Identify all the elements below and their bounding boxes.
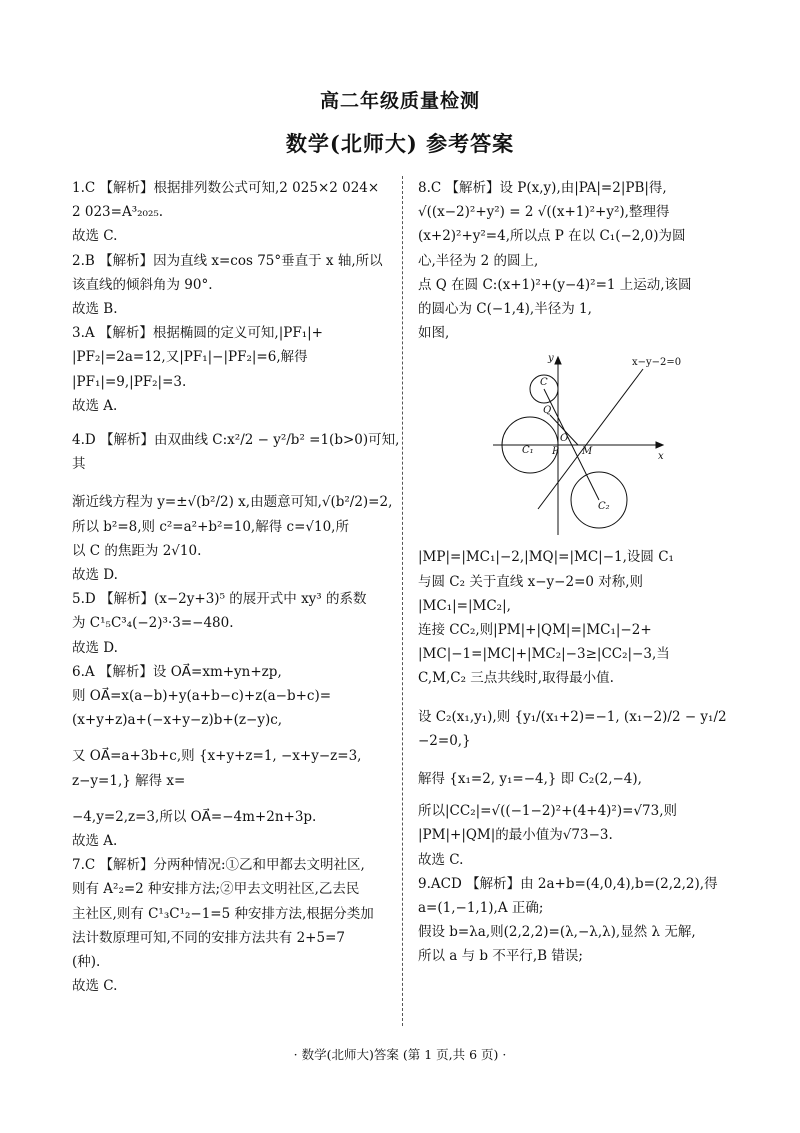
text-line: |MP|=|MC₁|−2,|MQ|=|MC|−1,设圆 C₁ — [418, 549, 674, 566]
line-label: x−y−2=0 — [632, 357, 682, 369]
x-axis-arrow — [656, 442, 663, 448]
text-line: 连接 CC₂,则|PM|+|QM|=|MC₁|−2+ — [418, 622, 652, 639]
label-c: C — [540, 377, 548, 389]
text-line: 为 C¹₅C³₄(−2)³·3=−480. — [72, 615, 234, 632]
page-footer: · 数学(北师大)答案 (第 1 页,共 6 页) · — [293, 1047, 507, 1062]
text-line: 以 C 的焦距为 2√10. — [72, 542, 202, 559]
text-line: (x+2)²+y²=4,所以点 P 在以 C₁(−2,0)为圆 — [418, 228, 686, 245]
label-p: P — [552, 446, 559, 458]
text-line: |PM|+|QM|的最小值为√73−3. — [418, 827, 613, 844]
text-line: 故选 C. — [72, 228, 118, 245]
text-line: 9.ACD 【解析】由 2a+b=(4,0,4),b=(2,2,2),得 — [418, 875, 718, 892]
text-line: 2 023=A³₂₀₂₅. — [72, 204, 164, 221]
y-axis-arrow — [555, 357, 561, 364]
text-line: 则有 A²₂=2 种安排方法;②甲去文明社区,乙去民 — [72, 881, 360, 898]
text-line: 如图, — [418, 325, 450, 342]
text-line: 所以 b²=8,则 c²=a²+b²=10,解得 c=√10,所 — [72, 518, 349, 535]
text-line: 2.B 【解析】因为直线 x=cos 75°垂直于 x 轴,所以 — [72, 252, 383, 269]
label-m: M — [582, 446, 593, 458]
text-line: 5.D 【解析】(x−2y+3)⁵ 的展开式中 xy³ 的系数 — [72, 591, 367, 608]
text-line: 该直线的倾斜角为 90°. — [72, 276, 213, 293]
text-line: 渐近线方程为 y=±√(b²/2) x,由题意可知,√(b²/2)=2, — [72, 494, 393, 511]
page-subtitle: 数学(北师大) 参考答案 — [285, 131, 515, 156]
text-line: 又 OA⃗=a+3b+c,则 {x+y+z=1, −x+y−z=3, z−y=1,} 解得 x= — [72, 748, 362, 789]
column-divider — [402, 176, 403, 1026]
text-line: 则 OA⃗=x(a−b)+y(a+b−c)+z(a−b+c)= — [72, 688, 332, 705]
text-line: 假设 b=λa,则(2,2,2)=(λ,−λ,λ),显然 λ 无解, — [418, 924, 696, 941]
text-line: (种). — [72, 954, 101, 971]
text-line: 3.A 【解析】根据椭圆的定义可知,|PF₁|+ — [72, 325, 323, 342]
geometry-diagram — [418, 349, 753, 539]
text-line: √((x−2)²+y²) = 2 √((x+1)²+y²),整理得 — [418, 204, 670, 221]
label-q: Q — [543, 405, 552, 417]
text-line: 7.C 【解析】分两种情况:①乙和甲都去文明社区, — [72, 857, 365, 874]
text-line: 故选 D. — [72, 639, 118, 656]
text-line: 故选 A. — [72, 833, 118, 850]
left-column — [72, 176, 407, 999]
text-line: |MC₁|=|MC₂|, — [418, 597, 511, 614]
text-line: 故选 B. — [72, 301, 118, 318]
text-line: 所以|CC₂|=√((−1−2)²+(4+4)²)=√73,则 — [418, 803, 677, 820]
label-o: O — [560, 433, 569, 445]
text-line: 故选 D. — [72, 567, 118, 584]
text-line: 所以 a 与 b 不平行,B 错误; — [418, 948, 583, 965]
label-y: y — [548, 353, 554, 365]
text-line: 与圆 C₂ 关于直线 x−y−2=0 对称,则 — [418, 573, 644, 590]
right-column — [418, 176, 753, 969]
text-line: 故选 A. — [72, 397, 118, 414]
symmetry-line — [538, 369, 643, 509]
text-line: 设 C₂(x₁,y₁),则 {y₁/(x₁+2)=−1, (x₁−2)/2 − y₁/2 −2=0,} — [418, 708, 727, 749]
text-line: 主社区,则有 C¹₃C¹₂−1=5 种安排方法,根据分类加 — [72, 905, 374, 922]
text-line: 点 Q 在圆 C:(x+1)²+(y−4)²=1 上运动,该圆 — [418, 276, 692, 293]
text-line: 法计数原理可知,不同的安排方法共有 2+5=7 — [72, 929, 345, 946]
text-line: 8.C 【解析】设 P(x,y),由|PA|=2|PB|得, — [418, 180, 667, 196]
text-line: 心,半径为 2 的圆上, — [418, 252, 539, 269]
geometry-figure — [418, 349, 753, 539]
text-line: |MC|−1=|MC|+|MC₂|−3≥|CC₂|−3,当 — [418, 646, 670, 663]
label-x: x — [658, 451, 664, 463]
text-line: 故选 C. — [418, 851, 464, 868]
label-c2: C₂ — [598, 501, 610, 513]
text-line: −4,y=2,z=3,所以 OA⃗=−4m+2n+3p. — [72, 808, 317, 825]
text-line: C,M,C₂ 三点共线时,取得最小值. — [418, 670, 614, 687]
text-line: 1.C 【解析】根据排列数公式可知,2 025×2 024× — [72, 180, 380, 196]
text-line: 的圆心为 C(−1,4),半径为 1, — [418, 301, 592, 318]
text-line: |PF₂|=2a=12,又|PF₁|−|PF₂|=6,解得 — [72, 349, 308, 366]
page-title: 高二年级质量检测 — [319, 90, 480, 112]
text-line: (x+y+z)a+(−x+y−z)b+(z−y)c, — [72, 712, 283, 729]
text-line: 故选 C. — [72, 978, 118, 995]
text-line: a=(1,−1,1),A 正确; — [418, 900, 544, 917]
text-line: 解得 {x₁=2, y₁=−4,} 即 C₂(2,−4), — [418, 771, 642, 788]
text-line: |PF₁|=9,|PF₂|=3. — [72, 373, 187, 390]
text-line: 6.A 【解析】设 OA⃗=xm+yn+zp, — [72, 663, 282, 680]
text-line: 4.D 【解析】由双曲线 C:x²/2 − y²/b² =1(b>0)可知,其 — [72, 432, 400, 473]
label-c1: C₁ — [522, 445, 534, 457]
